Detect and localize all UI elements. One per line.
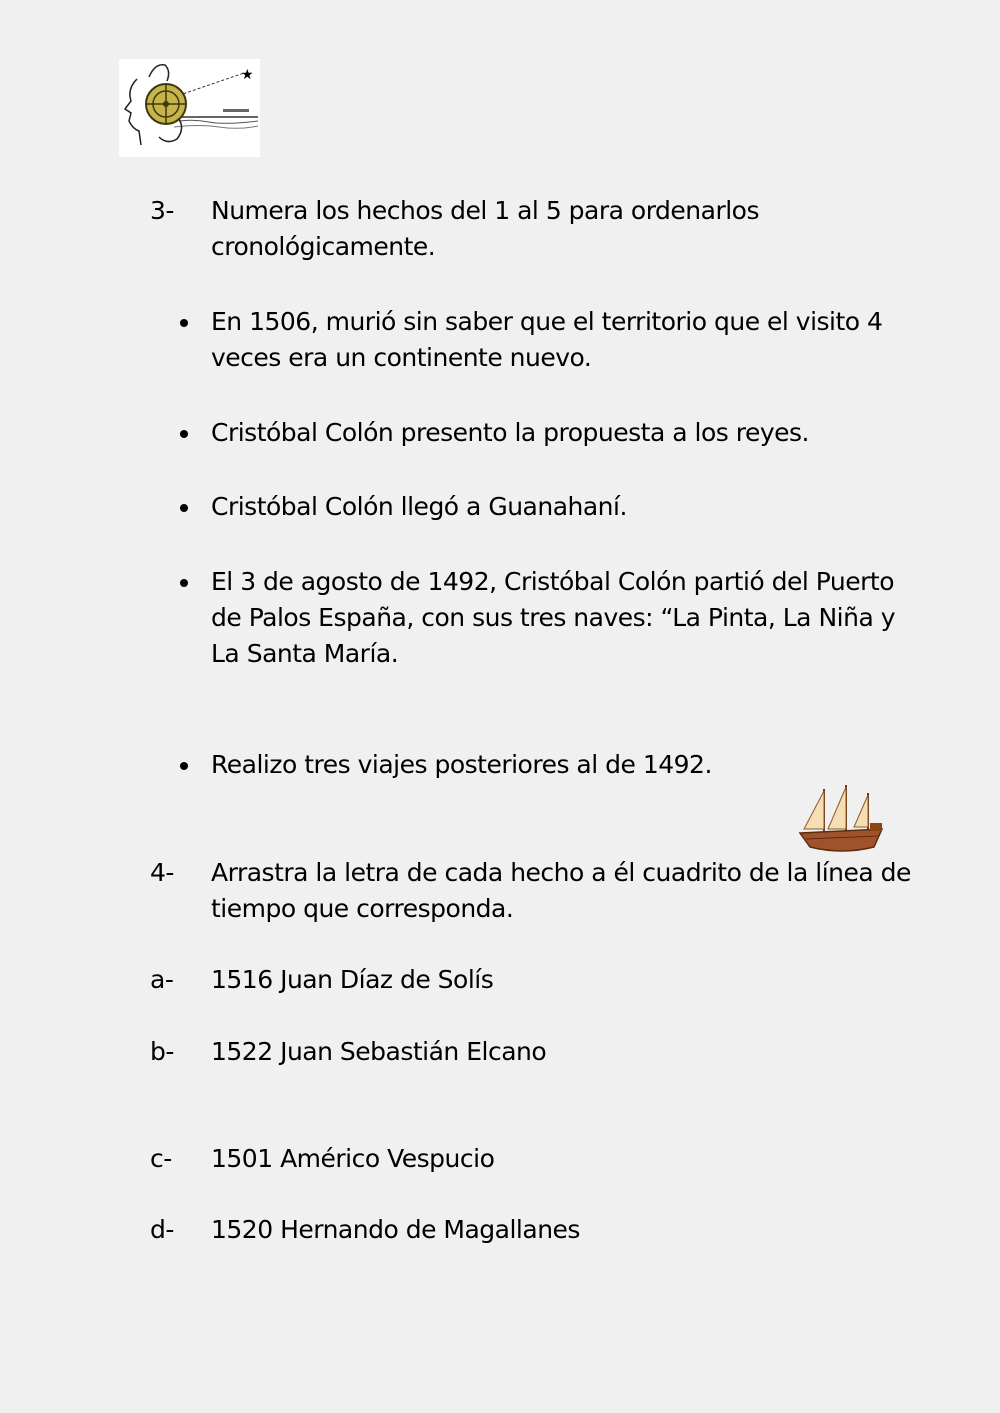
bullet-icon [180,319,188,327]
svg-text:★: ★ [241,67,254,83]
fact-letter: b- [150,1037,174,1066]
list-item-text: Cristóbal Colón presento la propuesta a los reyes. [211,418,809,447]
instruction-text: Numera los hechos del 1 al 5 para ordenarlos cronológicamente. [211,196,760,261]
exercise-number: 4- [150,858,174,887]
exercise-number: 3- [150,196,174,225]
list-item-text: El 3 de agosto de 1492, Cristóbal Colón partió del Puerto de Palos España, con sus tres naves: “La Pinta, La Niña y La Santa María. [211,567,895,668]
fact-text: 1501 Américo Vespucio [211,1144,495,1173]
caravel-ship-icon [798,783,886,857]
instruction-text: Arrastra la letra de cada hecho a él cuadrito de la línea de tiempo que corresponda. [211,858,911,923]
bullet-icon [180,430,188,438]
list-item-text: En 1506, murió sin saber que el territorio que el visito 4 veces era un continente nuevo. [211,307,883,372]
fact-letter: d- [150,1215,174,1244]
fact-text: 1516 Juan Díaz de Solís [211,965,494,994]
list-item-text: Cristóbal Colón llegó a Guanahaní. [211,492,627,521]
fact-letter: c- [150,1144,172,1173]
fact-letter: a- [150,965,174,994]
bullet-icon [180,504,188,512]
list-item-text: Realizo tres viajes posteriores al de 1492. [211,750,712,779]
bullet-icon [180,762,188,770]
astrolabe-navigator-icon [119,59,260,157]
bullet-icon [180,579,188,587]
fact-text: 1522 Juan Sebastián Elcano [211,1037,547,1066]
fact-text: 1520 Hernando de Magallanes [211,1215,580,1244]
